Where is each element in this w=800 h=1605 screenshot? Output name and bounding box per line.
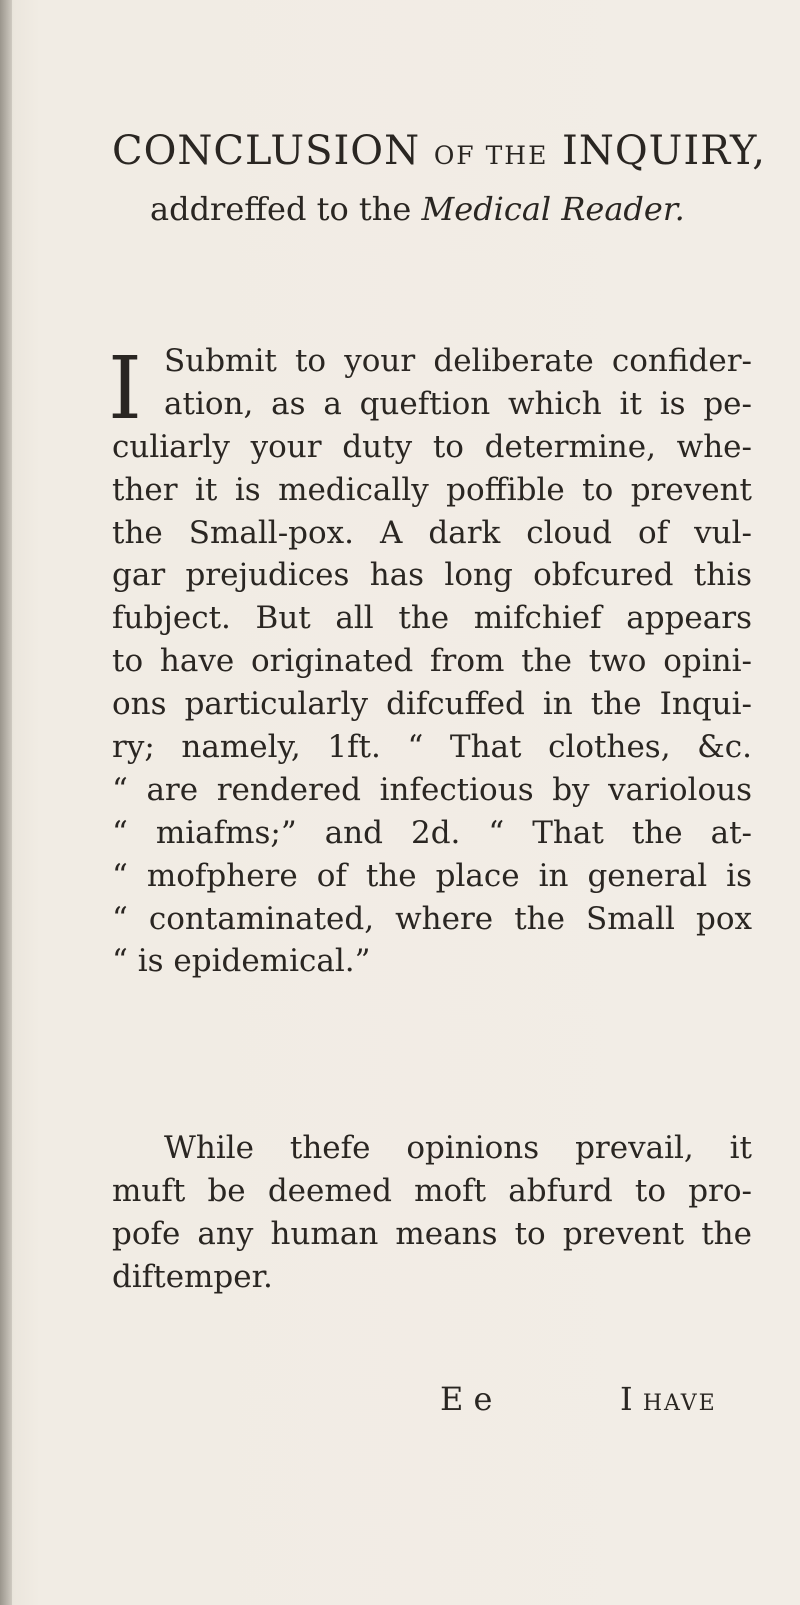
text-line: “ miafms;” and 2d. “ That the at- xyxy=(112,814,752,851)
text-line: While thefe opinions prevail, it xyxy=(164,1130,752,1166)
text-line: pofe any human means to prevent the xyxy=(112,1215,752,1252)
text-line: ons particularly difcuffed in the Inqui- xyxy=(112,686,752,723)
signature-mark: E e xyxy=(440,1380,493,1418)
text-line: fubject. But all the mifchief appears xyxy=(112,600,752,637)
text-line: “ mofphere of the place in general is xyxy=(112,857,752,894)
paragraph-2 xyxy=(112,1127,752,1299)
text-line: the Small-pox. A dark cloud of vul- xyxy=(112,514,752,551)
text-line: culiarly your duty to determine, whe- xyxy=(112,428,752,465)
text-line: ry; namely, 1ft. “ That clothes, &c. xyxy=(112,729,752,766)
catchword-rest: HAVE xyxy=(642,1391,717,1416)
subheading-prefix: addreffed to the xyxy=(150,190,412,228)
heading-of-the: OF THE xyxy=(433,141,549,170)
text-line: “ contaminated, where the Small pox xyxy=(112,900,752,937)
catchword xyxy=(620,1380,717,1418)
catchword-initial: I xyxy=(620,1380,633,1418)
text-line: muft be deemed moft abfurd to pro- xyxy=(112,1172,752,1209)
heading-inquiry: INQUIRY, xyxy=(562,128,767,174)
paragraph-1 xyxy=(112,340,752,983)
text-line: Submit to your deliberate confider- xyxy=(164,343,752,379)
drop-cap: I xyxy=(108,339,142,439)
text-line: to have originated from the two opini- xyxy=(112,643,752,680)
text-line: “ is epidemical.” xyxy=(112,943,371,980)
text-line: “ are rendered infectious by variolous xyxy=(112,771,752,808)
page-heading xyxy=(112,128,772,174)
subheading-italic: Medical Reader. xyxy=(421,190,685,228)
heading-conclusion: CONCLUSION xyxy=(112,128,421,174)
text-line: gar prejudices has long obfcured this xyxy=(112,557,752,594)
text-line: ation, as a queftion which it is pe- xyxy=(164,385,752,422)
text-line: diftemper. xyxy=(112,1258,273,1295)
page-subheading xyxy=(150,190,685,228)
page-binding-edge xyxy=(0,0,12,1605)
text-line: ther it is medically poffible to prevent xyxy=(112,471,752,508)
